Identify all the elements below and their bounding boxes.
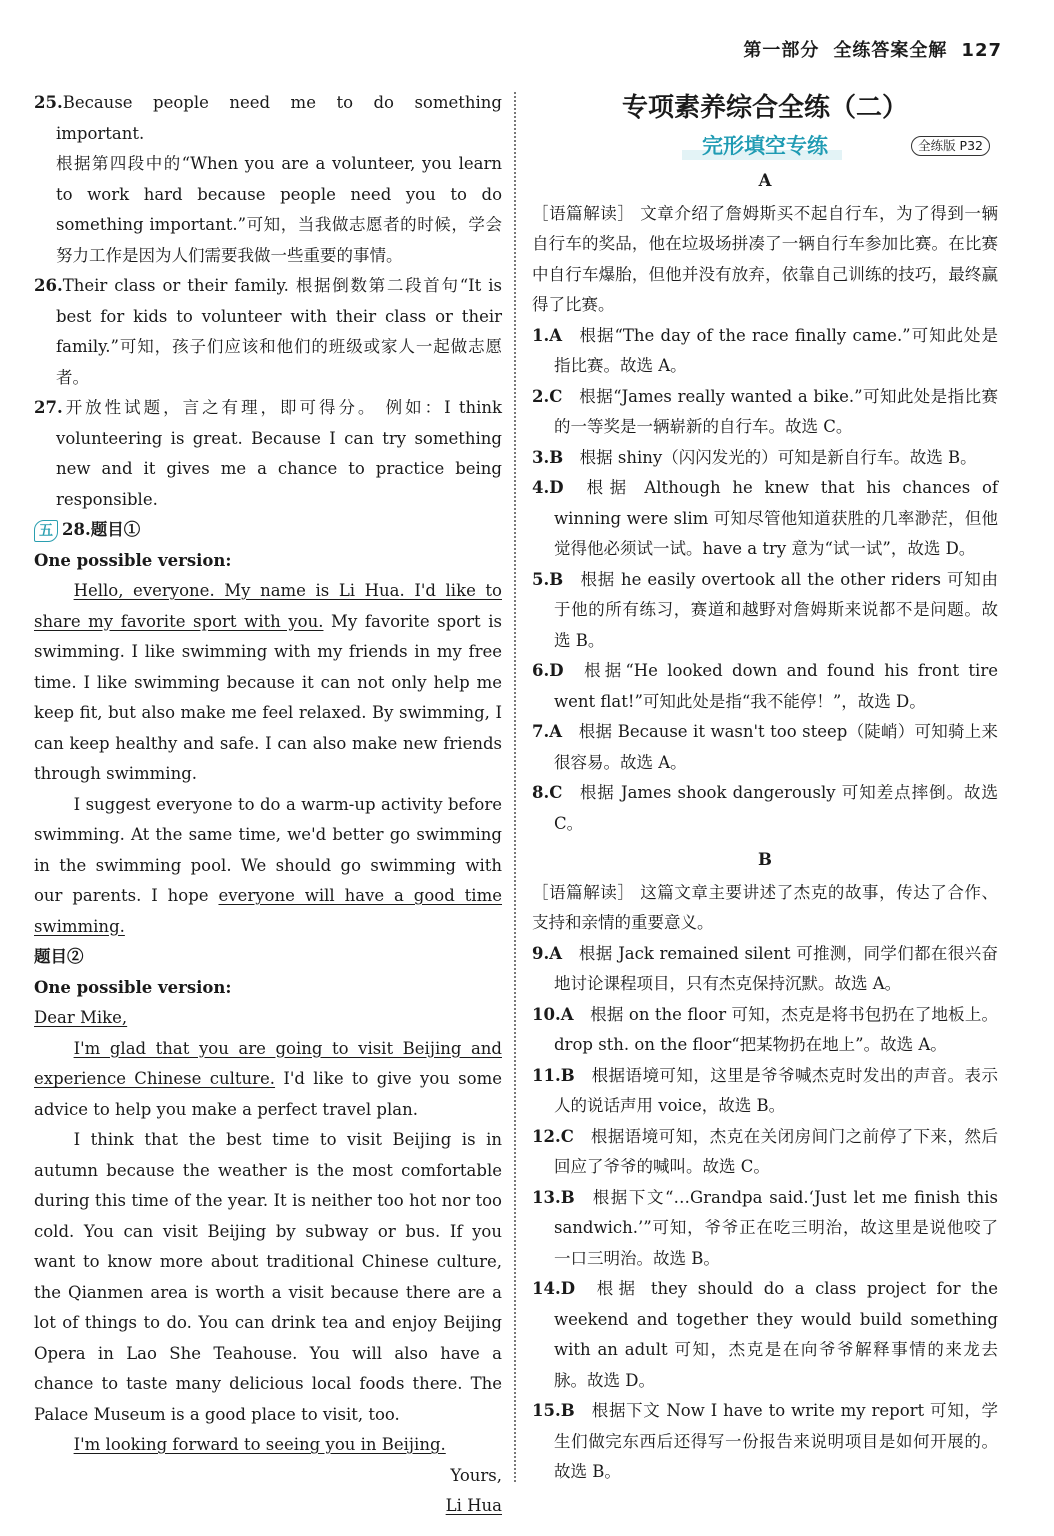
paragraph-text: My favorite sport is swimming. I like swimming with my friends in my free time. I like swimming because it can not only help me keep fit, but also make me feel relaxed. By swimming, I can keep healthy and safe. I can also make new friends through swimming.: [34, 611, 502, 783]
version-label: One possible version:: [34, 977, 232, 997]
essay-2-paragraph-1: [34, 1034, 502, 1126]
answer-explanation: 根据“James really wanted a bike.”可知此处是指比赛的一等奖是一辆崭新的自行车。故选 C。: [554, 386, 998, 436]
answer-explanation: 根据 they should do a class project for the weekend and together they would build something with an adult 可知，杰克是在向爷爷解释事情的来龙去脉。故选 D。: [554, 1279, 998, 1390]
answer-number: 12.C: [532, 1126, 574, 1146]
answer-number: 11.B: [532, 1065, 575, 1085]
answer-number: 13.B: [532, 1187, 575, 1207]
left-column: [34, 88, 502, 1522]
answer-text: 开放性试题，言之有理，即可得分。 例如：I think volunteering is great. Because I can try something new and it gives me a chance to practice being responsible.: [56, 398, 502, 509]
passage-b-label: B: [758, 850, 772, 869]
answer-explanation: 根据 he easily overtook all the other riders 可知由于他的所有练习，赛道和越野对詹姆斯来说都不是问题。故选 B。: [554, 569, 998, 650]
header-part: 第一部分: [743, 40, 820, 61]
answer-explanation: 根据第四段中的“When you are a volunteer, you learn to work hard because people need you to do something important.”可知，当我做志愿者的时候，学会努力工作是因为人们需要我做一些重要的事情。: [56, 154, 502, 265]
answer-item: [532, 1183, 998, 1275]
answer-item: [532, 656, 998, 717]
letter-greeting: Dear Mike,: [34, 1008, 128, 1027]
page-header: [743, 36, 1002, 62]
answer-item: [532, 778, 998, 839]
right-column: [532, 88, 998, 1488]
answer-number: 5.B: [532, 569, 564, 589]
passage-a-answers: [532, 321, 998, 840]
answer-number: 7.A: [532, 722, 563, 741]
answer-number: 25.: [34, 93, 63, 112]
answer-item: [532, 939, 998, 1000]
answer-text: Because people need me to do something important.: [56, 93, 502, 143]
answer-explanation: 根据 Jack remained silent 可推测，同学们都在很兴奋地讨论课程项目，只有杰克保持沉默。故选 A。: [554, 943, 998, 993]
answer-item: [532, 1000, 998, 1061]
underlined-opening: Hello, everyone. My name is Li Hua. I'd like to share my favorite sport with you.: [34, 581, 502, 631]
answer-item: [532, 321, 998, 382]
reference-tag: 全练版 P32: [911, 136, 990, 156]
question-28-heading: 28.题目①: [62, 520, 141, 539]
answer-number: 26.: [34, 276, 63, 295]
subtitle-row: [532, 130, 998, 164]
answer-number: 8.C: [532, 783, 563, 802]
answer-27: [34, 393, 502, 515]
passage-a-summary: ［语篇解读］ 文章介绍了詹姆斯买不起自行车，为了得到一辆自行车的奖品，他在垃圾场拼凑了一辆自行车参加比赛。在比赛中自行车爆胎，但他并没有放弃，依靠自己训练的技巧，最终赢得了比赛。: [532, 203, 998, 314]
answer-item: [532, 1061, 998, 1122]
section-title: 专项素养综合全练（二）: [621, 93, 908, 123]
answer-explanation: 根据“The day of the race finally came.”可知此处是指比赛。故选 A。: [554, 325, 998, 375]
passage-b-answers: [532, 939, 998, 1488]
answer-item: [532, 1122, 998, 1183]
answer-item: [532, 565, 998, 657]
answer-explanation: 根据语境可知，这里是爷爷喊杰克时发出的声音。表示人的说话声用 voice，故选 B。: [554, 1065, 998, 1115]
letter-signature: Li Hua: [445, 1496, 502, 1515]
answer-25: [34, 88, 502, 271]
answer-number: 4.D: [532, 478, 564, 497]
answer-number: 15.B: [532, 1401, 575, 1420]
answer-number: 9.A: [532, 943, 563, 963]
essay-2-paragraph-2: I think that the best time to visit Beijing is in autumn because the weather is the most comfortable during this time of the year. It is neither too hot nor too cold. You can visit Beijing by subway or bus. If you want to know more about traditional Chinese culture, the Qianmen area is worth a visit because there are a lot of things to do. You can drink tea and enjoy Beijing Opera in Lao She Teahouse. You will also have a chance to taste many delicious local foods there. The Palace Museum is a good place to visit, too.: [34, 1130, 502, 1424]
answer-explanation: 根据“He looked down and found his front tire went flat!”可知此处是指“我不能停！”，故选 D。: [554, 661, 998, 711]
underlined-closing: everyone will have a good time swimming.: [34, 886, 502, 936]
answer-item: [532, 1396, 998, 1488]
header-section: 全练答案全解: [833, 40, 948, 61]
essay-2-paragraph-3: [34, 1430, 502, 1461]
answer-number: 3.B: [532, 447, 564, 467]
answer-explanation: 根据下文“…Grandpa said.‘Just let me finish this sandwich.’”可知，爷爷正在吃三明治，故这里是说他咬了一口三明治。故选 B。: [554, 1187, 998, 1268]
answer-explanation: 根据 Because it wasn't too steep（陡峭）可知骑上来很容易。故选 A。: [554, 722, 998, 772]
answer-explanation: 根据语境可知，杰克在关闭房间门之前停了下来，然后回应了爷爷的喊叫。故选 C。: [554, 1126, 998, 1176]
essay-1-paragraph-1: [34, 576, 502, 790]
column-divider: [514, 92, 516, 1482]
underlined-opening: I'm glad that you are going to visit Beijing and experience Chinese culture.: [34, 1038, 502, 1088]
underlined-closing: I'm looking forward to seeing you in Beijing.: [73, 1435, 446, 1454]
answer-number: 6.D: [532, 661, 564, 680]
answer-number: 2.C: [532, 386, 563, 406]
section-badge: 五: [34, 520, 58, 542]
answer-number: 14.D: [532, 1279, 576, 1298]
paragraph-text: I suggest everyone to do a warm-up activity before swimming. At the same time, we'd better go swimming in the swimming pool. We should go swimming with our parents. I hope: [34, 794, 502, 905]
topic-2-heading: 题目②: [34, 947, 84, 966]
answer-number: 27.: [34, 398, 63, 417]
passage-b-summary: ［语篇解读］ 这篇文章主要讲述了杰克的故事，传达了合作、支持和亲情的重要意义。: [532, 882, 998, 932]
answer-26: [34, 271, 502, 393]
answer-explanation: 根据下文 Now I have to write my report 可知，学生们做完东西后还得写一份报告来说明项目是如何开展的。故选 B。: [554, 1401, 998, 1481]
answer-explanation: 根据 on the floor 可知，杰克是将书包扔在了地板上。drop sth. on the floor“把某物扔在地上”。故选 A。: [554, 1004, 998, 1054]
answer-explanation: 根据 Although he knew that his chances of winning were slim 可知尽管他知道获胜的几率渺茫，但他觉得他必须试一试。have a try 意为“试一试”，故选 D。: [554, 478, 998, 558]
answer-text: Their class or their family. 根据倒数第二段首句“It is best for kids to volunteer with their class or their family.”可知，孩子们应该和他们的班级或家人一起做志愿者。: [56, 276, 502, 387]
answer-item: [532, 717, 998, 778]
passage-a-label: A: [758, 171, 772, 190]
page-number: 127: [961, 40, 1002, 61]
answer-item: [532, 1274, 998, 1396]
version-label: One possible version:: [34, 550, 232, 570]
section-five-heading: [34, 515, 502, 546]
essay-1-paragraph-2: [34, 790, 502, 943]
answer-item: [532, 382, 998, 443]
answer-explanation: 根据 shiny（闪闪发光的）可知是新自行车。故选 B。: [579, 447, 977, 467]
section-subtitle: 完形填空专练: [702, 134, 828, 158]
answer-number: 1.A: [532, 325, 563, 345]
answer-number: 10.A: [532, 1004, 574, 1024]
answer-item: [532, 443, 998, 474]
letter-closing: Yours,: [450, 1465, 502, 1485]
answer-explanation: 根据 James shook dangerously 可知差点摔倒。故选 C。: [554, 783, 998, 833]
paragraph-text: I'd like to give you some advice to help you make a perfect travel plan.: [34, 1069, 502, 1119]
answer-item: [532, 473, 998, 565]
